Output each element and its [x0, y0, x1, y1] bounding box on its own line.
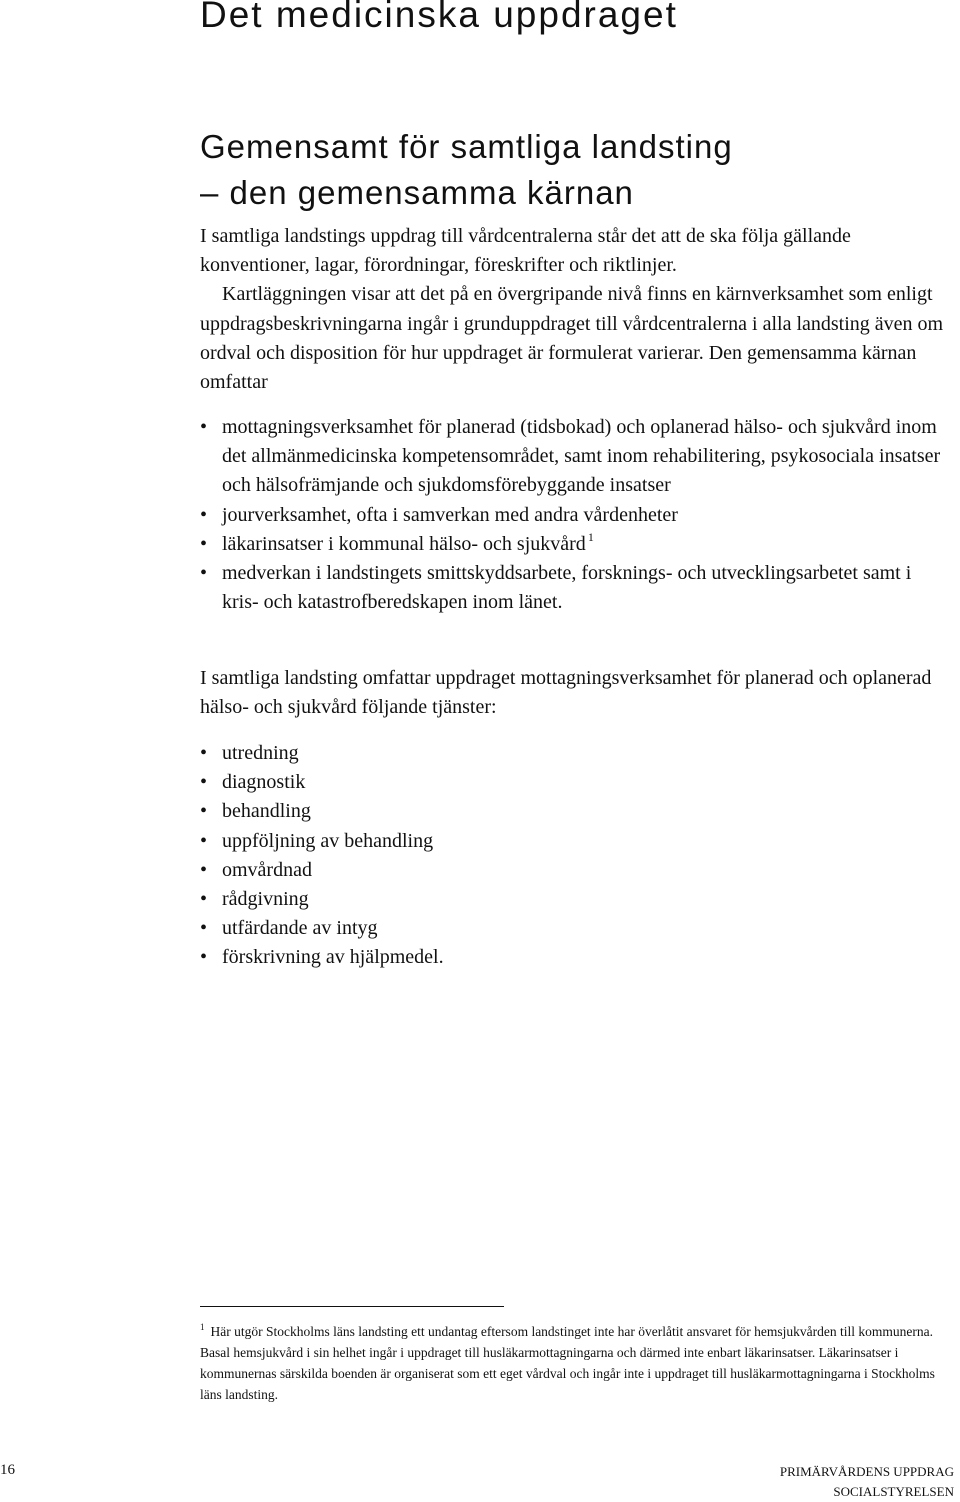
list-item-text: mottagningsverksamhet för planerad (tidsbokad) och oplanerad hälso- och sjukvård inom det allmänmedicinska kompetensområdet, samt inom rehabilitering, psykosociala insatser och hälsofrämjande och sjukdomsförebyggande insatser — [222, 416, 941, 497]
list-item-text: utredning — [222, 742, 299, 764]
list-item-text: jourverksamhet, ofta i samverkan med andra vårdenheter — [222, 503, 678, 526]
list-item-text: rådgivning — [222, 888, 309, 911]
list-item-text: diagnostik — [222, 771, 306, 794]
list-item — [200, 739, 952, 768]
list-item — [200, 413, 952, 501]
list-item — [200, 768, 952, 797]
bullet-icon: • — [200, 416, 208, 438]
list-item-text: medverkan i landstingets smittskyddsarbete, forsknings- och utvecklingsarbetet samt i kris- och katastrofberedskapen inom länet. — [222, 562, 912, 614]
bullet-icon: • — [200, 503, 208, 526]
list-item — [200, 501, 952, 530]
section-heading-line2: – den gemensamma kärnan — [200, 174, 634, 211]
list-item-text: utfärdande av intyg — [222, 917, 378, 940]
list-item-text: förskrivning av hjälpmedel. — [222, 946, 444, 969]
running-footer-title: PRIMÄRVÅRDENS UPPDRAG — [779, 1464, 954, 1479]
bullet-icon: • — [200, 562, 208, 585]
bullet-icon: • — [200, 946, 208, 969]
footnote — [200, 1321, 955, 1405]
bullet-icon: • — [200, 532, 208, 555]
intro-text — [200, 222, 952, 397]
bullet-icon: • — [200, 800, 208, 823]
services-intro — [200, 664, 952, 722]
list-item-text: uppföljning av behandling — [222, 829, 434, 852]
running-footer-publisher: SOCIALSTYRELSEN — [833, 1484, 954, 1499]
list-item-text: behandling — [222, 800, 311, 823]
list-item — [200, 885, 952, 914]
bullet-icon: • — [200, 829, 208, 852]
list-item — [200, 530, 952, 559]
core-list — [200, 413, 952, 617]
list-item — [200, 827, 952, 856]
list-item — [200, 856, 952, 885]
list-item — [200, 797, 952, 826]
bullet-icon: • — [200, 888, 208, 911]
bullet-icon: • — [200, 771, 208, 794]
footnote-divider — [200, 1306, 504, 1307]
bullet-icon: • — [200, 742, 208, 764]
services-list — [200, 739, 952, 973]
bullet-icon: • — [200, 858, 208, 881]
page-number: 16 — [0, 1462, 15, 1478]
intro-paragraph-1: I samtliga landstings uppdrag till vårdcentralerna står det att de ska följa gällande konventioner, lagar, förordningar, föreskrifter och riktlinjer. — [200, 225, 851, 277]
footnote-text: Här utgör Stockholms läns landsting ett undantag eftersom landstinget inte har överlåtit ansvaret för hemsjukvården till kommunerna. Basal hemsjukvård i sin helhet ingår i uppdraget till husläkarmottagningarna och därmed inte enbart läkarinsatser. Läkarinsatser i kommunernas särskilda boenden är organiserat som ett eget vårdval och ingår inte i uppdraget till husläkarmottagningarna i Stockholms läns landsting. — [200, 1324, 935, 1402]
running-footer — [780, 1462, 954, 1502]
footnote-reference[interactable]: 1 — [587, 529, 594, 544]
list-item-text: omvårdnad — [222, 858, 312, 881]
list-item — [200, 559, 952, 617]
intro-paragraph-2: Kartläggningen visar att det på en övergripande nivå finns en kärnverksamhet som enligt uppdragsbeskrivningarna ingår i grunduppdraget till vårdcentralerna i alla landsting även om ordval och disposition för hur uppdraget är formulerat varierar. Den gemensamma kärnan omfattar — [200, 283, 944, 394]
list-item — [200, 914, 952, 943]
list-item-text: läkarinsatser i kommunal hälso- och sjukvård — [222, 532, 586, 555]
list-item — [200, 943, 952, 972]
section-heading-line1: Gemensamt för samtliga landsting — [200, 128, 733, 165]
services-intro-paragraph: I samtliga landsting omfattar uppdraget mottagningsverksamhet för planerad och oplanerad hälso- och sjukvård följande tjänster: — [200, 667, 932, 719]
section-heading — [200, 124, 733, 216]
footnote-number: 1 — [200, 1322, 205, 1332]
bullet-icon: • — [200, 917, 208, 940]
page-heading: Det medicinska uppdraget — [200, 0, 678, 35]
